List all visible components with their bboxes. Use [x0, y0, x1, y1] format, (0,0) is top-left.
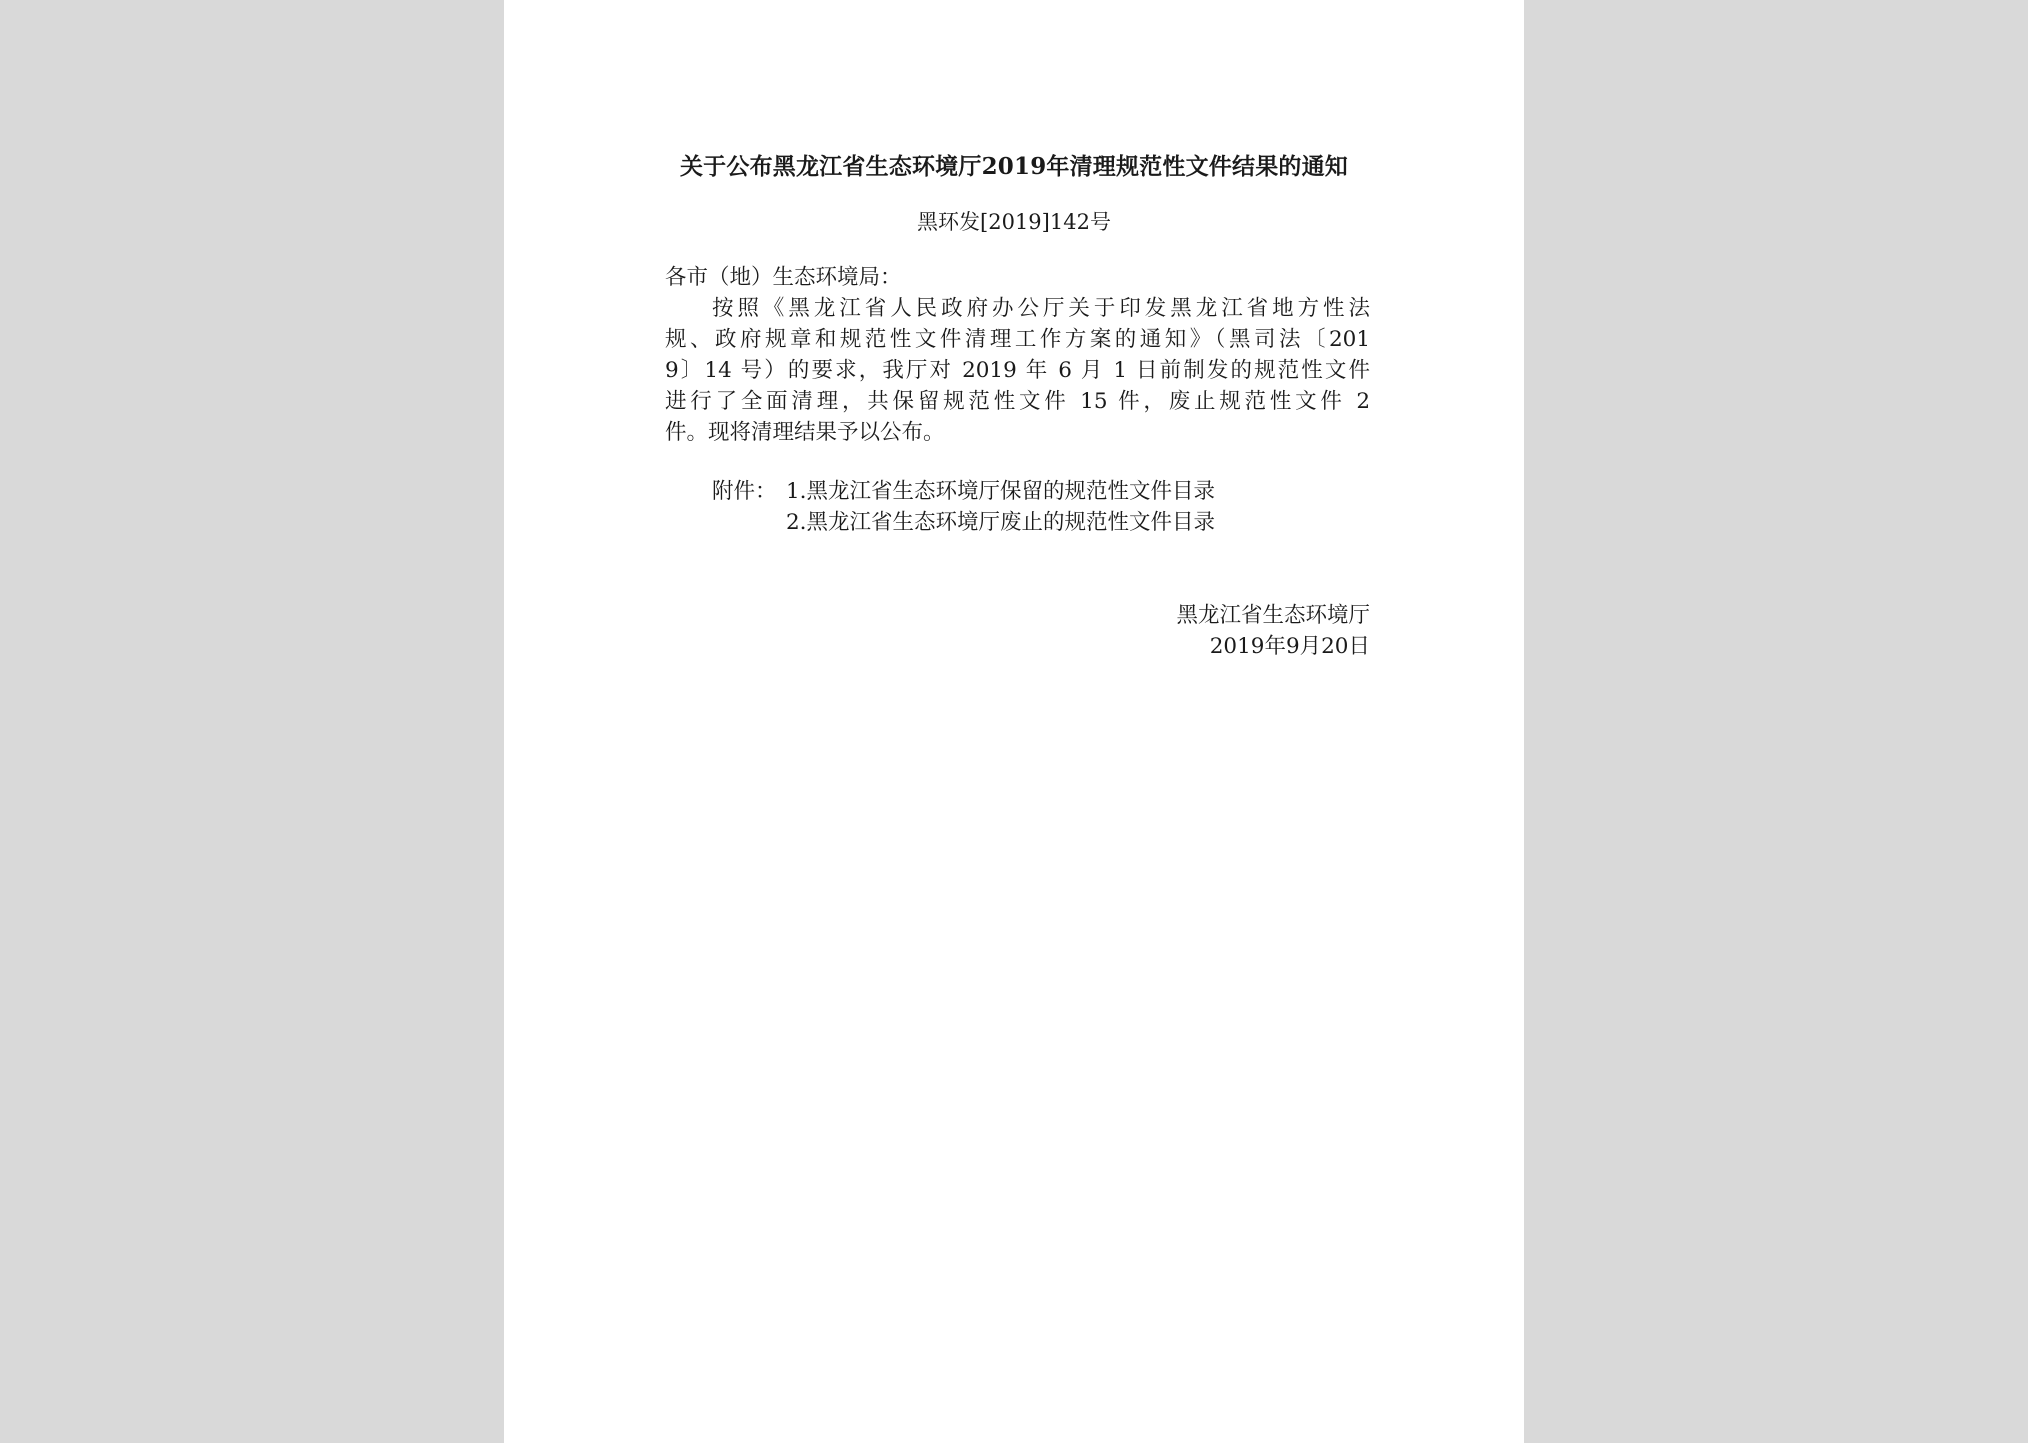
signature-block: [1176, 600, 1370, 662]
issuer-name: 黑龙江省生态环境厅: [1176, 603, 1370, 628]
paragraph-line: 进行了全面清理，共保留规范性文件 15 件，废止规范性文件 2: [665, 389, 1370, 414]
paragraph-line: 按照《黑龙江省人民政府办公厅关于印发黑龙江省地方性法: [712, 296, 1370, 321]
attachments-label: 附件：: [712, 479, 777, 504]
attachment-item: 2.黑龙江省生态环境厅废止的规范性文件目录: [786, 510, 1216, 535]
paragraph-line: 9〕14 号）的要求，我厅对 2019 年 6 月 1 日前制发的规范性文件: [665, 358, 1370, 383]
paragraph-line: 件。现将清理结果予以公布。: [665, 420, 945, 445]
document-page: [504, 0, 1524, 1443]
paragraph-line: 规、政府规章和规范性文件清理工作方案的通知》（黑司法〔201: [665, 327, 1370, 352]
main-paragraph: [665, 293, 1370, 448]
attachments-section: [712, 476, 1215, 538]
salutation: 各市（地）生态环境局：: [665, 265, 902, 290]
issue-date: 2019年9月20日: [1209, 634, 1370, 659]
document-body: [665, 262, 1370, 448]
document-title: 关于公布黑龙江省生态环境厅2019年清理规范性文件结果的通知: [679, 153, 1348, 180]
attachment-item: 1.黑龙江省生态环境厅保留的规范性文件目录: [786, 479, 1216, 504]
document-number: 黑环发[2019]142号: [917, 210, 1111, 234]
